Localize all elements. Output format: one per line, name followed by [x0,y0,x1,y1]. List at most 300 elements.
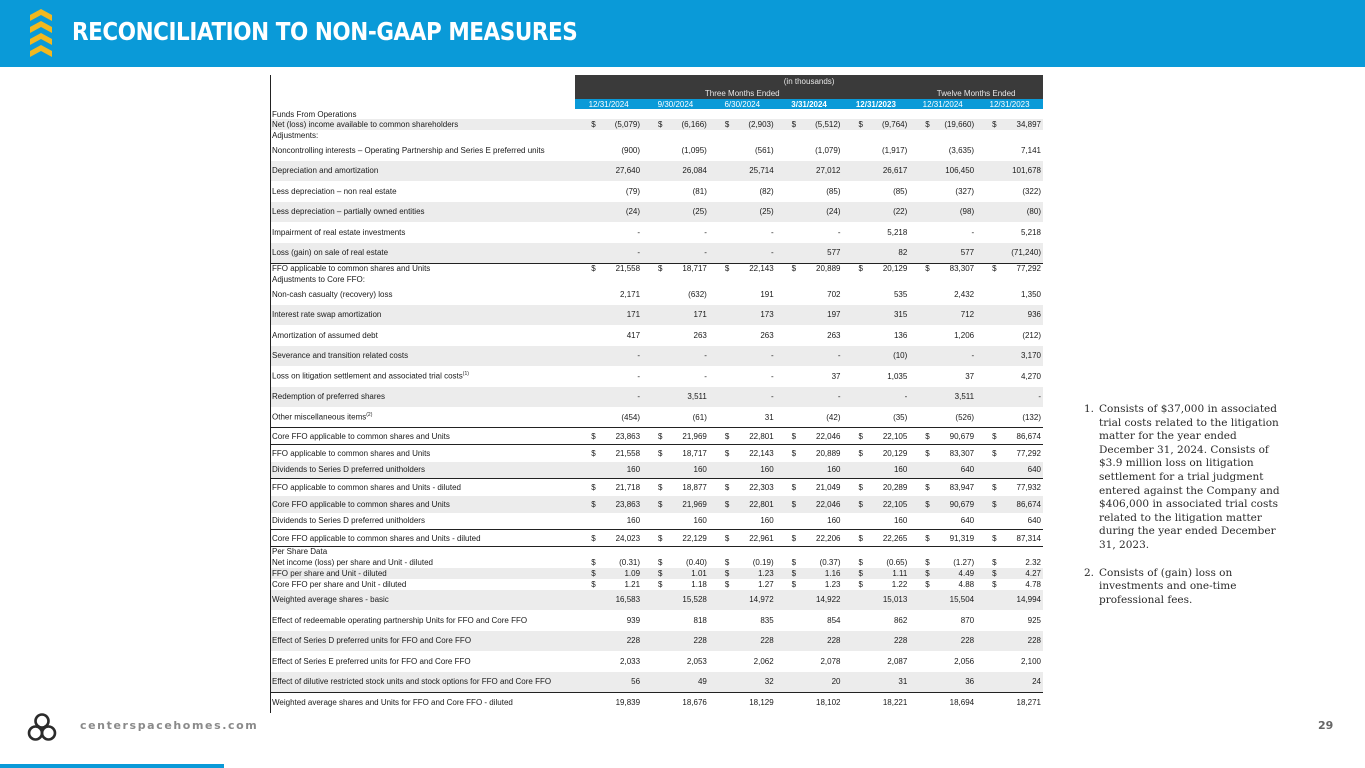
value-cell: $ 18,717 [642,445,709,462]
value-cell: $ 21,558 [575,445,642,462]
date-header: 3/31/2024 [776,99,843,109]
value-cell: $ 22,046 [776,428,843,445]
currency-symbol: $ [925,557,930,567]
value-cell: 18,102 [776,692,843,713]
value-cell: 2,078 [820,656,841,666]
value-cell: $ (0.40) [642,557,709,568]
currency-symbol: $ [791,482,797,492]
value-cell: $ 77,292 [976,445,1043,462]
value-cell: (327) [955,186,975,196]
value-cell: $ 83,307 [909,445,976,462]
value-cell: $ 20,129 [842,445,909,462]
value-cell: $ (9,764) [842,119,909,130]
value-cell: 417 [626,330,641,340]
row-label: Weighted average shares and Units for FFO and Core FFO - diluted [271,692,576,713]
date-header: 6/30/2024 [709,99,776,109]
value-cell: - [642,243,709,264]
table-row [271,119,1044,130]
value-cell: - [637,371,641,381]
currency-symbol: $ [724,482,730,492]
currency-symbol: $ [724,579,730,589]
value-cell: (85) [893,186,908,196]
currency-symbol: $ [992,482,997,492]
value-cell: (1,079) [815,145,841,155]
row-label: Other miscellaneous items$^{(2)}$ [271,407,576,428]
value-cell: 171 [642,305,709,326]
currency-symbol: $ [992,431,997,441]
value-cell: $ 22,143 [709,445,776,462]
value-cell: $ 77,932 [976,479,1043,496]
currency-symbol: $ [992,120,997,129]
value-cell: $ 90,679 [909,428,976,445]
value-cell: $ (0.65) [842,557,909,568]
value-cell: 15,013 [842,590,909,611]
currency-symbol: $ [925,533,930,543]
value-cell: 136 [893,330,908,340]
currency-symbol: $ [858,533,863,543]
value-cell: 2,171 [620,289,641,299]
currency-symbol: $ [724,264,730,274]
value-cell: $ (0.31) [575,557,642,568]
value-cell: (85) [826,186,841,196]
currency-symbol: $ [724,448,730,458]
table-row [271,284,1044,305]
value-cell: $ 4.88 [909,579,976,590]
header-bar [0,0,1365,67]
currency-symbol: $ [724,431,730,441]
value-cell: 3,511 [909,387,976,408]
value-cell: $ 18,877 [642,479,709,496]
value-cell: $ 87,314 [976,530,1043,547]
value-cell: 173 [709,305,776,326]
value-cell: 19,839 [575,692,642,713]
currency-symbol: $ [791,431,797,441]
table-row [271,181,1044,202]
currency-symbol: $ [591,579,596,589]
footnote-marker: (1) [462,371,469,378]
currency-symbol: $ [791,448,797,458]
value-cell: $ 20,889 [776,445,843,462]
currency-symbol: $ [858,557,863,567]
currency-symbol: $ [591,557,596,567]
footnotes [1084,403,1284,621]
value-cell: $ 20,129 [842,263,909,274]
value-cell: 31 [764,412,774,422]
value-cell: 37 [831,371,841,381]
table-row [271,140,1044,161]
value-cell: - [709,346,776,367]
value-cell: 171 [575,305,642,326]
value-cell: - [976,387,1043,408]
table-row [271,387,1044,408]
value-cell: 3,170 [976,346,1043,367]
table-row [271,513,1044,530]
table-row [271,263,1044,274]
value-cell: - [771,371,774,381]
currency-symbol: $ [791,499,797,509]
row-label: Core FFO applicable to common shares and Units - diluted [271,530,576,547]
value-cell: 577 [776,243,843,264]
value-cell: 15,504 [909,590,976,611]
row-label: Loss (gain) on sale of real estate [271,243,576,264]
value-cell: - [704,227,707,237]
value-cell: 702 [827,289,841,299]
currency-symbol: $ [858,568,863,578]
row-label: Impairment of real estate investments [271,222,576,243]
value-cell: 640 [976,462,1043,479]
table-row [271,568,1044,579]
value-cell: 228 [642,631,709,652]
value-cell: $ 1.09 [575,568,642,579]
row-label: Weighted average shares - basic [271,590,576,611]
value-cell: 160 [760,516,774,526]
value-cell: (1,917) [881,145,908,155]
currency-symbol: $ [658,579,663,589]
currency-symbol: $ [992,264,997,274]
value-cell: 20 [776,672,843,693]
value-cell: 228 [709,631,776,652]
value-cell: (79) [625,186,641,196]
value-cell: $ 91,319 [909,530,976,547]
section-header-row [271,109,1044,119]
value-cell: $ 22,303 [709,479,776,496]
date-header: 9/30/2024 [642,99,709,109]
currency-symbol: $ [591,533,596,543]
table-row [271,692,1044,713]
date-header: 12/31/2023 [976,99,1043,109]
value-cell: $ (5,079) [575,119,642,130]
section-label: Funds From Operations [271,109,1044,119]
value-cell: $ (2,903) [709,119,776,130]
value-cell: 27,012 [776,161,843,182]
value-cell: (22) [842,202,909,223]
currency-symbol: $ [658,482,663,492]
value-cell: 2,056 [954,656,975,666]
value-cell: $ (0.37) [776,557,843,568]
value-cell: $ (6,166) [642,119,709,130]
currency-symbol: $ [591,568,596,578]
row-label: FFO applicable to common shares and Units [271,263,576,274]
value-cell: 160 [842,462,909,479]
currency-symbol: $ [724,120,730,129]
value-cell: 228 [776,631,843,652]
row-label: Severance and transition related costs [271,346,576,367]
row-label: Core FFO applicable to common shares and Units [271,428,576,445]
value-cell: 14,922 [776,590,843,611]
currency-symbol: $ [992,533,997,543]
date-header: 12/31/2023 [842,99,909,109]
value-cell: $ 1.11 [842,568,909,579]
value-cell: - [637,227,641,237]
value-cell: 2,087 [887,656,908,666]
value-cell: $ 83,307 [909,263,976,274]
value-cell: 939 [626,615,641,625]
value-cell: 160 [642,462,709,479]
row-label: FFO applicable to common shares and Units [271,445,576,462]
currency-symbol: $ [925,448,930,458]
table-row [271,366,1044,387]
row-label: Core FFO per share and Unit - diluted [271,579,576,590]
value-cell: (81) [692,186,707,196]
value-cell: 160 [626,516,641,526]
value-cell: 18,676 [642,692,709,713]
value-cell: (35) [893,412,908,422]
value-cell: (82) [759,186,774,196]
value-cell: $ 4.49 [909,568,976,579]
value-cell: 14,994 [976,590,1043,611]
table-row [271,325,1044,346]
value-cell: (24) [575,202,642,223]
page-title: RECONCILIATION TO NON-GAAP MEASURES [72,17,578,46]
row-label: Redemption of preferred shares [271,387,576,408]
row-label: Effect of redeemable operating partnership Units for FFO and Core FFO [271,610,576,631]
table-row [271,530,1044,547]
value-cell: 228 [842,631,909,652]
footer-url[interactable]: centerspacehomes.com [80,719,259,732]
table-row [271,407,1044,428]
value-cell: 228 [909,631,976,652]
table-row [271,161,1044,182]
value-cell: $ 22,046 [776,496,843,513]
value-cell: 263 [760,330,774,340]
currency-symbol: $ [658,557,663,567]
value-cell: - [776,346,843,367]
currency-symbol: $ [724,568,730,578]
row-label: Net income (loss) per share and Unit - diluted [271,557,576,568]
value-cell: - [837,227,841,237]
value-cell: (632) [688,289,707,299]
currency-symbol: $ [858,482,863,492]
table-row [271,346,1044,367]
currency-symbol: $ [992,448,997,458]
value-cell: (10) [842,346,909,367]
value-cell: 160 [827,516,841,526]
value-cell: 854 [827,615,841,625]
value-cell: 106,450 [909,161,976,182]
value-cell: (900) [621,145,641,155]
currency-symbol: $ [858,448,863,458]
currency-symbol: $ [925,264,930,274]
date-header-row [271,99,1044,109]
value-cell: $ 20,889 [776,263,843,274]
currency-symbol: $ [791,568,797,578]
value-cell: 925 [1027,615,1041,625]
value-cell: 2,100 [1020,656,1041,666]
footer-accent-bar [0,764,224,768]
row-label: Net (loss) income available to common shareholders [271,119,576,130]
value-cell: - [971,227,975,237]
value-cell: $ 86,674 [976,496,1043,513]
currency-symbol: $ [724,533,730,543]
value-cell: 1,035 [887,371,908,381]
value-cell: (132) [1022,412,1041,422]
value-cell: 640 [909,462,976,479]
section-label: Adjustments: [271,130,1044,140]
currency-symbol: $ [724,557,730,567]
value-cell: 263 [827,330,841,340]
table-header-row [271,75,1044,87]
value-cell: $ 2.32 [976,557,1043,568]
value-cell: $ 90,679 [909,496,976,513]
value-cell: 101,678 [976,161,1043,182]
table-row [271,610,1044,631]
currency-symbol: $ [925,579,930,589]
table-row [271,462,1044,479]
currency-symbol: $ [591,431,596,441]
table-row [271,428,1044,445]
value-cell: 870 [960,615,975,625]
value-cell: - [575,387,642,408]
currency-symbol: $ [791,264,797,274]
row-label: Noncontrolling interests – Operating Partnership and Series E preferred units [271,140,576,161]
value-cell: 25,714 [709,161,776,182]
value-cell: 2,033 [620,656,641,666]
value-cell: - [575,346,642,367]
currency-symbol: $ [591,482,596,492]
twelve-months-header: Twelve Months Ended [909,87,1043,99]
value-cell: $ 1.22 [842,579,909,590]
value-cell: $ 22,129 [642,530,709,547]
table-row [271,243,1044,264]
page-number: 29 [1318,719,1334,732]
table-row [271,651,1044,672]
value-cell: $ 22,265 [842,530,909,547]
section-header-row [271,547,1044,557]
value-cell: - [842,387,909,408]
table-row [271,590,1044,611]
value-cell: 160 [776,462,843,479]
value-cell: 24 [976,672,1043,693]
currency-symbol: $ [992,499,997,509]
value-cell: 2,432 [954,289,975,299]
value-cell: 640 [1027,516,1041,526]
value-cell: $ 21,558 [575,263,642,274]
value-cell: (561) [754,145,774,155]
value-cell: 160 [693,516,707,526]
value-cell: - [575,243,642,264]
value-cell: 936 [976,305,1043,326]
value-cell: 31 [842,672,909,693]
value-cell: 2,062 [753,656,774,666]
value-cell: 14,972 [709,590,776,611]
value-cell: $ 22,801 [709,496,776,513]
currency-symbol: $ [858,120,863,129]
currency-symbol: $ [925,120,930,129]
value-cell: 228 [976,631,1043,652]
row-label: Effect of Series E preferred units for FFO and Core FFO [271,651,576,672]
value-cell: $ (19,660) [909,119,976,130]
value-cell: 26,084 [642,161,709,182]
currency-symbol: $ [658,264,663,274]
value-cell: $ 1.16 [776,568,843,579]
three-months-header: Three Months Ended [575,87,909,99]
row-label: Dividends to Series D preferred unitholders [271,462,576,479]
value-cell: 27,640 [575,161,642,182]
value-cell: 18,694 [909,692,976,713]
value-cell: 18,129 [709,692,776,713]
value-cell: (42) [826,412,841,422]
table-row [271,557,1044,568]
value-cell: - [709,243,776,264]
currency-symbol: $ [658,533,663,543]
value-cell: $ 4.78 [976,579,1043,590]
currency-symbol: $ [658,499,663,509]
row-label: Dividends to Series D preferred unitholders [271,513,576,530]
value-cell: $ 1.18 [642,579,709,590]
value-cell: 3,511 [642,387,709,408]
value-cell: - [642,346,709,367]
value-cell: - [776,387,843,408]
table-header-row [271,87,1044,99]
value-cell: 37 [965,371,975,381]
table-row [271,672,1044,693]
value-cell: 577 [909,243,976,264]
value-cell: (526) [955,412,975,422]
section-label: Per Share Data [271,547,1044,557]
value-cell: $ 21,718 [575,479,642,496]
value-cell: 315 [842,305,909,326]
value-cell: 56 [575,672,642,693]
currency-symbol: $ [591,499,596,509]
value-cell: 15,528 [642,590,709,611]
currency-symbol: $ [925,431,930,441]
value-cell: $ (5,512) [776,119,843,130]
value-cell: (98) [909,202,976,223]
value-cell: - [771,227,774,237]
value-cell: $ (1.27) [909,557,976,568]
centerspace-logo-icon [26,712,58,744]
table-row [271,222,1044,243]
value-cell: $ (0.19) [709,557,776,568]
table-row [271,496,1044,513]
value-cell: $ 1.21 [575,579,642,590]
value-cell: $ 83,947 [909,479,976,496]
date-header: 12/31/2024 [909,99,976,109]
value-cell: $ 21,049 [776,479,843,496]
value-cell: $ 22,143 [709,263,776,274]
value-cell: 36 [909,672,976,693]
value-cell: (1,095) [681,145,707,155]
row-label: Loss on litigation settlement and associated trial costs$^{(1)}$ [271,366,576,387]
value-cell: 1,350 [1020,289,1041,299]
table-row [271,631,1044,652]
value-cell: $ 4.27 [976,568,1043,579]
value-cell: $ 1.01 [642,568,709,579]
currency-symbol: $ [925,568,930,578]
value-cell: 228 [575,631,642,652]
row-label: FFO per share and Unit - diluted [271,568,576,579]
value-cell: 7,141 [1020,145,1041,155]
value-cell: 49 [642,672,709,693]
value-cell: 818 [693,615,707,625]
section-label: Adjustments to Core FFO: [271,274,1044,284]
table-row [271,305,1044,326]
value-cell: (71,240) [976,243,1043,264]
value-cell: 5,218 [1020,227,1041,237]
currency-symbol: $ [992,568,997,578]
currency-symbol: $ [858,264,863,274]
value-cell: 2,053 [686,656,707,666]
value-cell: (25) [709,202,776,223]
value-cell: $ 86,674 [976,428,1043,445]
date-header: 12/31/2024 [575,99,642,109]
value-cell: $ 22,206 [776,530,843,547]
value-cell: 191 [760,289,774,299]
table-row [271,445,1044,462]
value-cell: $ 77,292 [976,263,1043,274]
value-cell: $ 22,105 [842,496,909,513]
row-label: Non-cash casualty (recovery) loss [271,284,576,305]
